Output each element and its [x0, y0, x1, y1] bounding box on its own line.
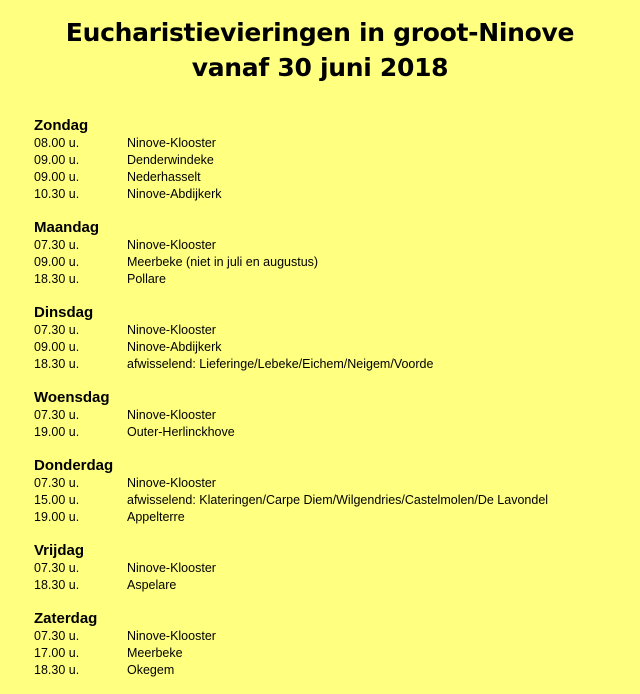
- service-row: [34, 356, 634, 373]
- service-row: [34, 271, 634, 288]
- service-time: 19.00 u.: [34, 510, 80, 524]
- service-time: 07.30 u.: [34, 629, 80, 643]
- service-location: Meerbeke: [127, 646, 183, 660]
- service-location: Aspelare: [127, 578, 177, 592]
- service-location: Outer-Herlinckhove: [127, 425, 235, 439]
- day-block-maandag: [34, 218, 634, 288]
- day-name: Maandag: [34, 219, 100, 236]
- service-time: 18.30 u.: [34, 357, 80, 371]
- service-location: Ninove-Klooster: [127, 136, 216, 150]
- day-block-zondag: [34, 116, 634, 203]
- service-row: [34, 492, 634, 509]
- service-time: 19.00 u.: [34, 425, 80, 439]
- service-location: Ninove-Klooster: [127, 238, 216, 252]
- service-row: [34, 169, 634, 186]
- day-name: Dinsdag: [34, 304, 94, 321]
- service-location: Ninove-Klooster: [127, 408, 216, 422]
- service-row: [34, 254, 634, 271]
- day-block-vrijdag: [34, 541, 634, 594]
- service-time: 09.00 u.: [34, 170, 80, 184]
- service-location: Nederhasselt: [127, 170, 201, 184]
- service-time: 18.30 u.: [34, 663, 80, 677]
- service-row: [34, 237, 634, 254]
- service-row: [34, 475, 634, 492]
- page-subtitle: vanaf 30 juni 2018: [191, 53, 449, 82]
- service-row: [34, 152, 634, 169]
- service-row: [34, 339, 634, 356]
- service-row: [34, 560, 634, 577]
- service-row: [34, 509, 634, 526]
- service-time: 09.00 u.: [34, 340, 80, 354]
- page-title: Eucharistievieringen in groot-Ninove: [65, 18, 575, 47]
- service-row: [34, 135, 634, 152]
- service-location: Ninove-Klooster: [127, 476, 216, 490]
- day-name: Zondag: [34, 117, 89, 134]
- day-name: Woensdag: [34, 389, 110, 406]
- service-row: [34, 645, 634, 662]
- service-time: 07.30 u.: [34, 561, 80, 575]
- day-name: Vrijdag: [34, 542, 85, 559]
- service-row: [34, 662, 634, 679]
- schedule: [34, 116, 634, 694]
- day-name: Zaterdag: [34, 610, 98, 627]
- service-location: Pollare: [127, 272, 166, 286]
- service-time: 09.00 u.: [34, 153, 80, 167]
- service-time: 08.00 u.: [34, 136, 80, 150]
- service-time: 18.30 u.: [34, 272, 80, 286]
- service-row: [34, 407, 634, 424]
- service-location: Ninove-Klooster: [127, 323, 216, 337]
- service-location: Ninove-Klooster: [127, 561, 216, 575]
- service-time: 07.30 u.: [34, 408, 80, 422]
- service-location: Denderwindeke: [127, 153, 214, 167]
- service-row: [34, 186, 634, 203]
- service-time: 10.30 u.: [34, 187, 80, 201]
- service-time: 07.30 u.: [34, 476, 80, 490]
- service-location: Ninove-Abdijkerk: [127, 187, 222, 201]
- service-location: afwisselend: Lieferinge/Lebeke/Eichem/Neigem/Voorde: [127, 357, 434, 371]
- service-location: afwisselend: Klateringen/Carpe Diem/Wilgendries/Castelmolen/De Lavondel: [127, 493, 549, 507]
- service-row: [34, 577, 634, 594]
- service-time: 07.30 u.: [34, 238, 80, 252]
- service-location: Appelterre: [127, 510, 185, 524]
- service-location: Ninove-Klooster: [127, 629, 216, 643]
- service-location: Ninove-Abdijkerk: [127, 340, 222, 354]
- service-time: 09.00 u.: [34, 255, 80, 269]
- service-time: 18.30 u.: [34, 578, 80, 592]
- day-block-dinsdag: [34, 303, 634, 373]
- day-name: Donderdag: [34, 457, 114, 474]
- service-row: [34, 424, 634, 441]
- service-row: [34, 628, 634, 645]
- day-block-zaterdag: [34, 609, 634, 679]
- service-location: Okegem: [127, 663, 175, 677]
- day-block-donderdag: [34, 456, 634, 526]
- service-time: 17.00 u.: [34, 646, 80, 660]
- service-time: 15.00 u.: [34, 493, 80, 507]
- service-row: [34, 322, 634, 339]
- service-time: 07.30 u.: [34, 323, 80, 337]
- day-block-woensdag: [34, 388, 634, 441]
- service-location: Meerbeke (niet in juli en augustus): [127, 255, 319, 269]
